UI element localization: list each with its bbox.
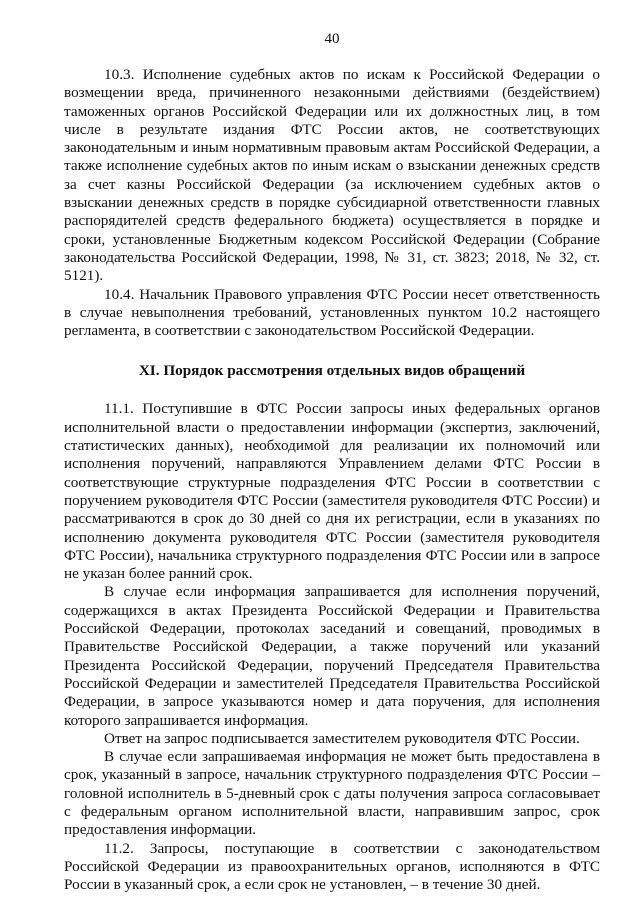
paragraph-information-request: В случае если информация запрашивается для исполнения поручений, содержащихся в актах Президента Российской Федерации и Правительства Российской Федерации, протоколах заседаний и совещаний, проводимых в Правительстве Российской Федерации, а также поручений или указаний Президента Российской Федерации, поручений Председателя Правительства Российской Федерации и заместителей Председателя Правительства Российской Федерации, в запросе указываются номер и дата поручения, для исполнения которого запрашивается информация. [64, 583, 600, 729]
paragraph-10-4: 10.4. Начальник Правового управления ФТС России несет ответственность в случае невыполнения требований, установленных пунктом 10.2 настоящего регламента, в соответствии с законодательством Российской Федерации. [64, 285, 600, 340]
paragraph-response-signature: Ответ на запрос подписывается заместителем руководителя ФТС России. [104, 729, 580, 747]
page-number: 40 [324, 31, 340, 47]
paragraph-11-1: 11.1. Поступившие в ФТС России запросы иных федеральных органов исполнительной власти о предоставлении информации (экспертиз, заключений, статистических данных), необходимой для реализации их полномочий или исполнения поручений, направляются Управлением делами ФТС России в соответствующие структурные подразделения ФТС России в соответствии с поручением руководителя ФТС России (заместителя руководителя ФТС России) и рассматриваются в срок до 30 дней со дня их регистрации, если в указаниях по исполнению документа руководителя ФТС России (заместителя руководителя ФТС России), начальника структурного подразделения ФТС России или в запросе не указан более ранний срок. [64, 400, 600, 583]
paragraph-11-2: 11.2. Запросы, поступающие в соответствии с законодательством Российской Федерации из правоохранительных органов, исполняются в ФТС России в указанный срок, а если срок не установлен, – в течение 30 дней. [64, 839, 600, 894]
section-heading: XI. Порядок рассмотрения отдельных видов обращений [138, 362, 526, 380]
paragraph-deadline-agreement: В случае если запрашиваемая информация не может быть предоставлена в срок, указанный в запросе, начальник структурного подразделения ФТС России – головной исполнитель в 5-дневный срок с даты получения запроса согласовывает с федеральным органом исполнительной власти, направившим запрос, срок предоставления информации. [64, 748, 600, 839]
paragraph-10-3: 10.3. Исполнение судебных актов по искам к Российской Федерации о возмещении вреда, причиненного незаконными действиями (бездействием) таможенных органов Российской Федерации или их должностных лиц, в том числе в результате издания ФТС России актов, не соответствующих законодательным и иным нормативным правовым актам Российской Федерации, а также исполнение судебных актов по иным искам о взыскании денежных средств за счет казны Российской Федерации (за исключением судебных актов о взыскании денежных средств в порядке субсидиарной ответственности главных распорядителей средств федерального бюджета) осуществляется в порядке и сроки, установленные Бюджетным кодексом Российской Федерации (Собрание законодательства Российской Федерации, 1998, № 31, ст. 3823; 2018, № 32, ст. 5121). [64, 66, 600, 285]
